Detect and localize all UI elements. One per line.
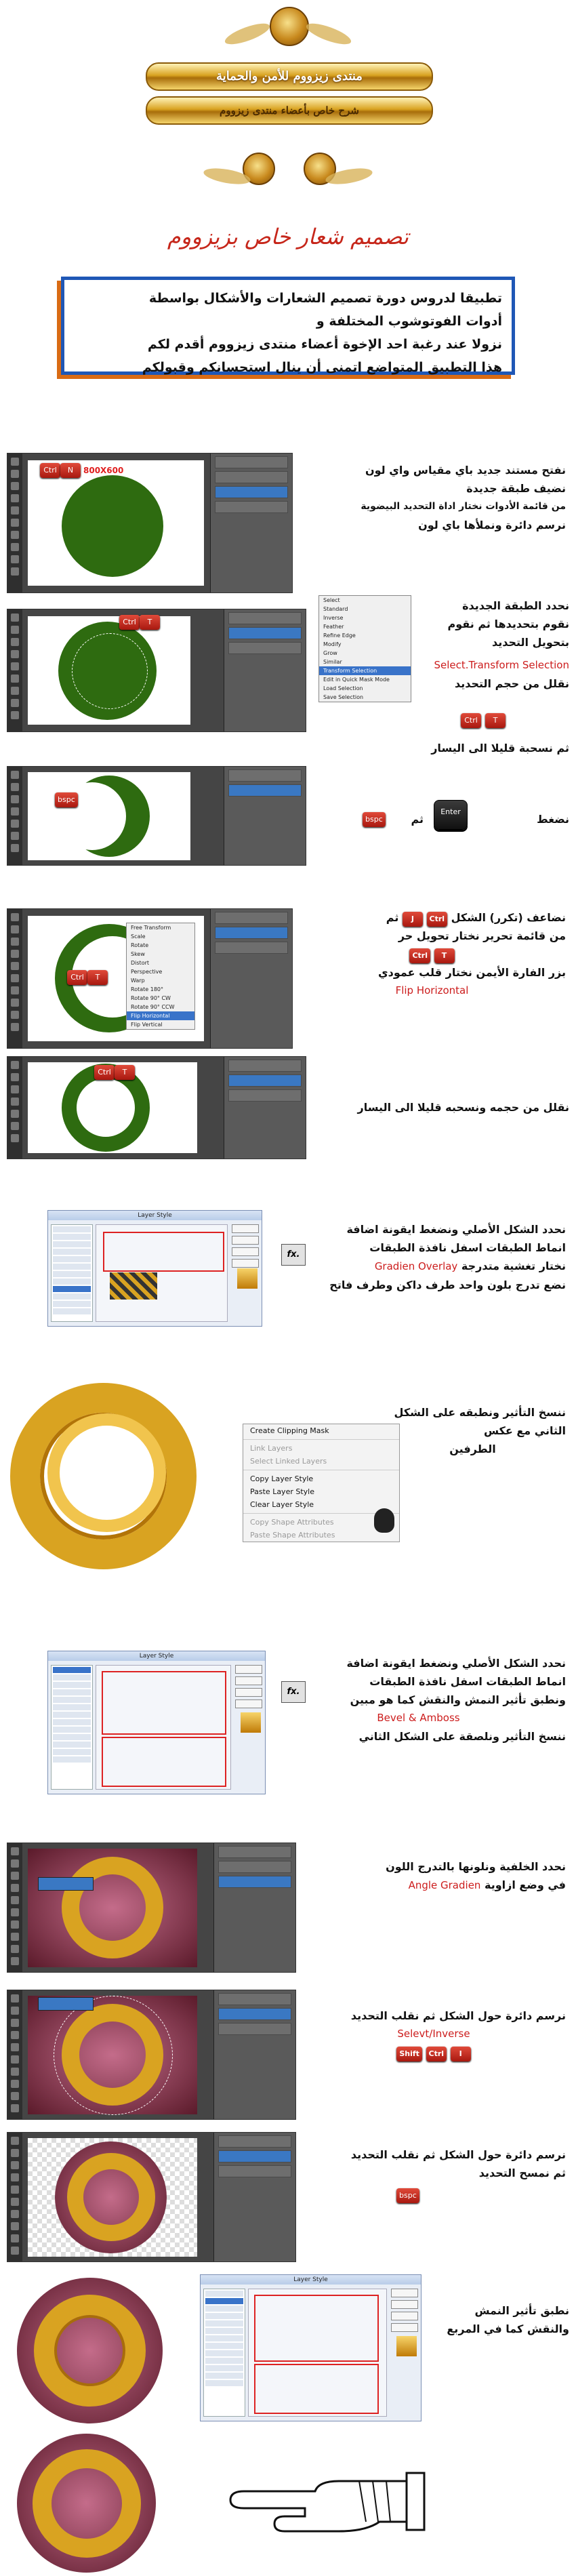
final-gold-ring (33, 2449, 141, 2558)
menu-separator (243, 1439, 399, 1440)
layer-style-dialog (47, 1210, 262, 1327)
menu-item[interactable]: Clear Layer Style (250, 1500, 314, 1509)
step-4-text (298, 908, 566, 1000)
intro-box (61, 277, 515, 375)
step-line: نرسم دائرة ونملأها باي لون (418, 519, 566, 531)
layer-style-dialog (47, 1651, 266, 1794)
menu-item[interactable]: Standard (323, 606, 348, 612)
dialog-title: Layer Style (48, 1651, 265, 1661)
menu-path-highlight: Selevt/Inverse (397, 2028, 470, 2040)
step-line: الطرفين (449, 1443, 496, 1455)
step-2-text-b (379, 656, 569, 693)
step-line: نحدد الطبقة الجديدة (462, 599, 569, 612)
step-line: من قائمة تحرير نختار تحويل حر (398, 929, 566, 942)
selection-marquee (72, 633, 148, 709)
gold-ring (62, 1857, 163, 1958)
menu-item[interactable]: Feather (323, 624, 344, 630)
banner-subtitle: شرح خاص بأعضاء منتدى زيزووم (146, 96, 433, 125)
highlight-box (254, 2295, 379, 2362)
step-5-text (312, 1098, 569, 1116)
menu-item[interactable]: Modify (323, 641, 342, 647)
step-2-text (417, 597, 569, 651)
gradient-option (38, 1877, 94, 1891)
leaf-ornament-icon (223, 20, 272, 49)
style-list (51, 1224, 93, 1322)
step-line (302, 1876, 566, 1895)
menu-item[interactable]: Flip Horizontal (127, 1011, 194, 1020)
style-options (96, 1665, 231, 1790)
step-line: نحدد الشكل الأصلي ونضغط ايقونة اضافة (346, 1657, 566, 1670)
step-line-part: نضاعف (تكرر) الشكل (451, 911, 566, 924)
screenshot-step-9 (7, 1843, 296, 1973)
step-line: انماط الطبقات اسفل نافذة الطبقات (369, 1675, 566, 1688)
menu-item[interactable]: Transform Selection (319, 666, 411, 675)
menu-item[interactable]: Load Selection (323, 685, 363, 691)
intro-line: هذا التطبيق المتواضع اتمنى أن ينال استحسانكم وقبولكم (142, 360, 502, 375)
key-t: T (140, 615, 160, 630)
step-line: نقلل من حجمه ونسحبه قليلا الى اليسار (357, 1101, 569, 1114)
document-canvas (28, 460, 204, 586)
style-list (203, 2289, 245, 2417)
screenshot-step-3 (7, 766, 306, 866)
key-ctrl: Ctrl (119, 615, 140, 630)
menu-item[interactable]: Distort (131, 960, 150, 966)
key-delete: bspc (55, 792, 78, 807)
step-line: نقلل من حجم التحديد (454, 677, 569, 690)
step-6-text (268, 1220, 566, 1294)
step-line: نرسم دائرة حول الشكل ثم نقلب التحديد (350, 2009, 566, 2022)
document-canvas (28, 1996, 197, 2114)
dialog-title: Layer Style (201, 2275, 421, 2285)
key-ctrl: Ctrl (461, 713, 481, 728)
dialog-buttons (391, 2289, 418, 2335)
gold-ring (67, 2153, 155, 2241)
menu-item[interactable]: Scale (131, 933, 146, 940)
highlight-box (254, 2364, 379, 2414)
key-t: T (115, 1065, 135, 1080)
step-line: ثم نمسح التحديد (478, 2167, 566, 2179)
menu-path-highlight: Angle Gradien (408, 1879, 481, 1891)
step-10-text (302, 2007, 566, 2061)
step-2-text-c (379, 739, 569, 757)
menu-path-highlight: Flip Horizontal (395, 984, 469, 997)
key-j: J (403, 912, 423, 927)
step-line: ننسخ التأثير ونلصقة على الشكل الثاني (358, 1730, 566, 1743)
screenshot-step-1 (7, 453, 293, 593)
menu-item[interactable]: Grow (323, 650, 337, 656)
key-ctrl: Ctrl (427, 912, 448, 927)
step-line: نضيف طبقة جديدة (466, 482, 566, 495)
menu-item[interactable]: Rotate 90° CW (131, 995, 171, 1001)
intro-line: أدوات الفوتوشوب المختلفة و (316, 314, 502, 329)
key-ctrl: Ctrl (67, 970, 87, 985)
step-11-text (302, 2146, 566, 2182)
transform-menu (126, 923, 195, 1030)
menu-item[interactable]: Rotate (131, 942, 149, 948)
step-line: نحدد الشكل الأصلي ونضغط ايقونة اضافة (346, 1223, 566, 1236)
gold-ring (34, 2295, 146, 2407)
menu-item[interactable]: Rotate 90° CCW (131, 1004, 175, 1010)
screenshot-step-11 (7, 2132, 296, 2262)
menu-item[interactable]: Edit in Quick Mask Mode (323, 677, 390, 683)
document-canvas (28, 1849, 197, 1967)
step-8-text (271, 1654, 566, 1746)
key-ctrl: Ctrl (409, 948, 430, 963)
step-line (268, 1257, 566, 1276)
menu-item[interactable]: Flip Vertical (131, 1022, 163, 1028)
rose-ornament-icon (270, 7, 309, 46)
fx-icon: fx. (281, 1244, 306, 1266)
menu-path-highlight: Gradien Overlay (374, 1260, 458, 1272)
green-circle (62, 475, 163, 577)
step-3-then (393, 810, 424, 828)
key-ctrl: Ctrl (94, 1065, 115, 1080)
tutorial-title: تصميم شعار خاص بزيزووم (167, 224, 409, 249)
enter-key-icon: Enter (434, 800, 468, 830)
menu-item[interactable]: Inverse (323, 615, 344, 621)
menu-item[interactable]: Skew (131, 951, 145, 957)
step-line: بزر الفارة الأيمن نختار قلب عمودي (377, 966, 566, 979)
dialog-title: Layer Style (48, 1211, 262, 1220)
header-ornament (0, 0, 576, 217)
menu-item[interactable]: Link Layers (250, 1444, 293, 1453)
selection-marquee (54, 1996, 173, 2115)
key-t: T (434, 948, 455, 963)
inner-ring (47, 1413, 166, 1532)
highlight-box (102, 1671, 226, 1735)
menu-item[interactable]: Free Transform (131, 925, 171, 931)
step-line-part: في وضع ازاوية (485, 1878, 566, 1891)
screenshot-step-10 (7, 1990, 296, 2120)
key-t: T (485, 713, 506, 728)
menu-item[interactable]: Select (323, 597, 340, 603)
key-t: T (87, 970, 108, 985)
dialog-buttons (235, 1665, 262, 1711)
layers-panel (210, 909, 292, 1048)
highlight-box (103, 1232, 224, 1272)
screenshot-step-2 (7, 609, 306, 732)
layers-panel (224, 1057, 306, 1159)
menu-item[interactable]: Copy Layer Style (250, 1474, 314, 1483)
gradient-picker (110, 1272, 157, 1300)
step-line-part: نختار تغشية متدرجة (461, 1260, 566, 1272)
tools-panel (7, 1990, 22, 2119)
menu-item[interactable]: Copy Shape Attributes (250, 1518, 334, 1527)
step-line: نقوم بتحديدها ثم نقوم (447, 618, 569, 630)
layers-panel (213, 2133, 295, 2261)
tools-panel (7, 2133, 22, 2261)
dialog-buttons (232, 1224, 259, 1270)
style-options (248, 2289, 387, 2417)
step-line: نطبق تأثير النمش (474, 2304, 569, 2317)
menu-item[interactable]: Refine Edge (323, 632, 356, 639)
fx-icon: fx. (281, 1681, 306, 1703)
step-line-keys (302, 2043, 566, 2061)
mouse-icon (374, 1508, 394, 1533)
menu-item[interactable]: Perspective (131, 969, 163, 975)
intro-line: نزولا عند رغبة احد الإخوة أعضاء منتدى زيزووم أقدم لكم (147, 337, 502, 352)
step-line: ونطبق تأثير النمش والنقش كما هو مبين (350, 1693, 566, 1706)
style-preview (237, 1268, 258, 1289)
step-line: والنقش كما في المربع (447, 2322, 569, 2335)
step-line-part: ثم (386, 911, 399, 924)
tools-panel (7, 767, 22, 865)
menu-item[interactable]: Warp (131, 978, 145, 984)
screenshot-step-4 (7, 908, 293, 1049)
step-line: بتحويل التحديد (491, 636, 569, 649)
step-line-keys (298, 945, 566, 963)
step-3-text (481, 810, 569, 828)
step-line: ثم (411, 813, 424, 826)
menu-item[interactable]: Similar (323, 659, 342, 665)
style-list (51, 1665, 93, 1790)
key-i: I (451, 2047, 471, 2061)
tools-panel (7, 609, 22, 731)
screenshot-step-5 (7, 1056, 306, 1159)
intro-line: تطبيقا لدروس دورة تصميم الشعارات والأشكال بواسطة (148, 291, 502, 306)
layers-panel (224, 609, 306, 731)
style-preview (241, 1712, 261, 1733)
tools-panel (7, 454, 22, 592)
step-line: ثم نسحبة قليلا الى اليسار (431, 742, 569, 754)
highlight-box (102, 1737, 226, 1787)
key-delete: bspc (396, 2188, 419, 2203)
step-7-text (379, 1403, 566, 1458)
layers-panel (213, 1990, 295, 2119)
banner-title: منتدى زيزووم للأمن والحماية (146, 62, 433, 91)
layer-style-dialog (200, 2274, 421, 2421)
tools-panel (7, 1843, 22, 1972)
pointing-hand-icon (203, 2454, 427, 2542)
layers-panel (224, 767, 306, 865)
document-canvas (28, 772, 190, 860)
key-ctrl: Ctrl (40, 463, 60, 478)
step-line: من قائمة الأدوات نختار اداة التحديد البيضوية (361, 501, 566, 512)
layers-panel (210, 454, 292, 592)
size-label: 800X600 (83, 466, 124, 475)
step-line: نضغط (537, 813, 569, 826)
key-shift: Shift (396, 2047, 422, 2061)
menu-item[interactable]: Select Linked Layers (250, 1457, 327, 1466)
style-preview (396, 2336, 417, 2356)
tools-panel (7, 1057, 22, 1159)
menu-item[interactable]: Paste Layer Style (250, 1487, 314, 1496)
key-n: N (60, 463, 81, 478)
step-line: ننسخ التأثير ونطبقه على الشكل الثاني مع عكس (394, 1406, 566, 1437)
select-option (38, 1997, 94, 2011)
step-line (298, 908, 566, 927)
step-12-text (427, 2301, 569, 2338)
menu-item[interactable]: Paste Shape Attributes (250, 1531, 335, 1539)
menu-item[interactable]: Save Selection (323, 694, 364, 700)
step-line: نفتح مستند جديد باي مقياس واي لون (365, 464, 566, 477)
step-1-text (298, 461, 566, 534)
menu-item[interactable]: Rotate 180° (131, 986, 164, 992)
step-line: نحدد الخلفية ونلونها بالتدرج اللون (386, 1860, 566, 1873)
tools-panel (7, 909, 22, 1048)
document-canvas (28, 2138, 197, 2257)
document-canvas (28, 616, 190, 725)
menu-path-highlight: Bevel & Amboss (377, 1712, 460, 1724)
leaf-ornament-icon (304, 20, 354, 49)
step-9-text (302, 1857, 566, 1895)
menu-item[interactable]: Create Clipping Mask (250, 1426, 329, 1435)
style-options (96, 1224, 228, 1322)
key-ctrl: Ctrl (426, 2047, 447, 2061)
step-line: نرسم دائرة حول الشكل ثم نقلب التحديد (350, 2148, 566, 2161)
menu-path-highlight: Select.Transform Selection (434, 659, 569, 671)
key-delete: bspc (363, 812, 386, 827)
step-line: نضع تدرج بلون واحد طرف داكن وطرف فاتح (329, 1279, 566, 1291)
step-line: انماط الطبقات اسفل نافذة الطبقات (369, 1241, 566, 1254)
layers-panel (213, 1843, 295, 1972)
